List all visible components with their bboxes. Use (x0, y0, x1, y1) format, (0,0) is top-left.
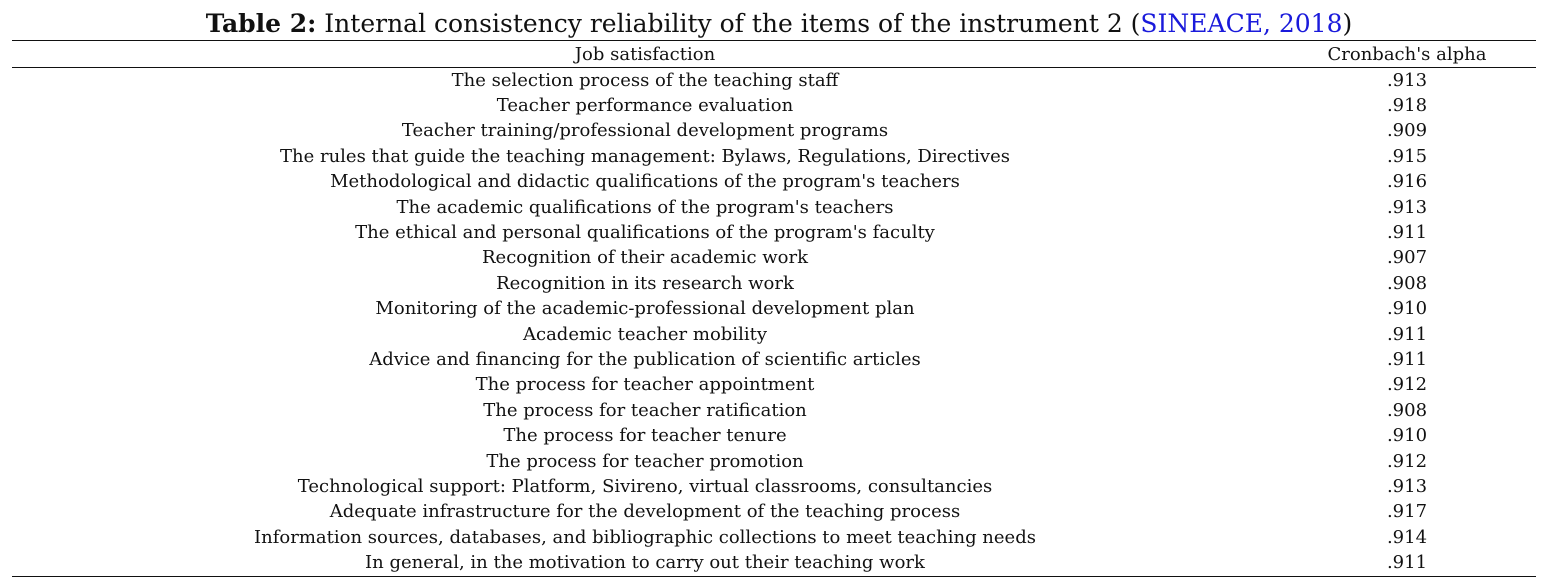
item-cell: Academic teacher mobility (523, 323, 767, 345)
item-cell: The ethical and personal qualifications of the program's faculty (355, 222, 935, 244)
table-row (12, 119, 1536, 144)
table-row (12, 322, 1536, 347)
table-row (12, 398, 1536, 423)
item-cell: The academic qualifications of the program's teachers (396, 196, 894, 218)
item-cell: The process for teacher appointment (475, 374, 815, 396)
item-cell: The rules that guide the teaching management: Bylaws, Regulations, Directives (280, 145, 1010, 167)
table-row (12, 246, 1536, 271)
table-row (12, 220, 1536, 245)
alpha-cell: .909 (1386, 120, 1428, 142)
item-cell: Advice and financing for the publication of scientific articles (369, 348, 921, 370)
item-cell: Monitoring of the academic-professional development plan (375, 298, 915, 320)
reliability-table-container (12, 40, 1536, 577)
alpha-cell: .916 (1386, 171, 1428, 193)
alpha-cell: .908 (1386, 272, 1428, 294)
alpha-cell: .913 (1386, 475, 1428, 497)
table-body (12, 68, 1536, 577)
table-row (12, 68, 1536, 94)
item-cell: Methodological and didactic qualifications of the program's teachers (330, 171, 960, 193)
item-cell: In general, in the motivation to carry out their teaching work (12, 550, 1278, 576)
table-row (12, 550, 1536, 576)
table-caption-close: ) (1342, 9, 1353, 38)
alpha-cell: .913 (1386, 69, 1428, 91)
alpha-cell: .910 (1386, 298, 1428, 320)
table-row (12, 297, 1536, 322)
table-row (12, 347, 1536, 372)
header-job-satisfaction: Job satisfaction (12, 41, 1278, 68)
table-header-row (12, 41, 1536, 68)
table-caption (0, 8, 1558, 40)
alpha-cell: .907 (1386, 247, 1428, 269)
alpha-cell: .911 (1386, 222, 1428, 244)
citation-link[interactable]: SINEACE, 2018 (1140, 9, 1343, 38)
alpha-cell: .917 (1386, 501, 1428, 523)
item-cell: Information sources, databases, and bibliographic collections to meet teaching needs (254, 526, 1036, 548)
item-cell: Adequate infrastructure for the development of the teaching process (329, 501, 961, 523)
alpha-cell: .911 (1386, 348, 1428, 370)
table-row (12, 525, 1536, 550)
table-row (12, 170, 1536, 195)
table-row (12, 195, 1536, 220)
alpha-cell: .914 (1386, 526, 1428, 548)
item-cell: Teacher performance evaluation (496, 95, 794, 117)
item-cell: Teacher training/professional development programs (401, 120, 889, 142)
item-cell: The process for teacher promotion (486, 450, 804, 472)
alpha-cell: .915 (1386, 145, 1428, 167)
table-row (12, 474, 1536, 499)
alpha-cell: .908 (1386, 399, 1428, 421)
alpha-cell: .911 (1278, 550, 1536, 576)
table-row (12, 144, 1536, 169)
alpha-cell: .911 (1386, 323, 1428, 345)
alpha-cell: .910 (1386, 425, 1428, 447)
alpha-cell: .912 (1386, 450, 1428, 472)
item-cell: The process for teacher ratification (483, 399, 807, 421)
reliability-table (12, 40, 1536, 577)
table-row (12, 271, 1536, 296)
item-cell: Technological support: Platform, Sivireno, virtual classrooms, consultancies (297, 475, 993, 497)
table-caption-text: Internal consistency reliability of the items of the instrument 2 ( (316, 9, 1141, 38)
item-cell: The selection process of the teaching staff (451, 69, 839, 91)
table-row (12, 449, 1536, 474)
item-cell: Recognition of their academic work (481, 247, 809, 269)
header-cronbach-alpha: Cronbach's alpha (1278, 41, 1536, 68)
table-caption-label: Table 2: (205, 9, 317, 38)
item-cell: The process for teacher tenure (503, 425, 787, 447)
alpha-cell: .913 (1386, 196, 1428, 218)
table-row (12, 423, 1536, 448)
table-row (12, 93, 1536, 118)
alpha-cell: .918 (1386, 95, 1428, 117)
table-row (12, 373, 1536, 398)
item-cell: Recognition in its research work (496, 272, 794, 294)
alpha-cell: .912 (1386, 374, 1428, 396)
table-row (12, 500, 1536, 525)
